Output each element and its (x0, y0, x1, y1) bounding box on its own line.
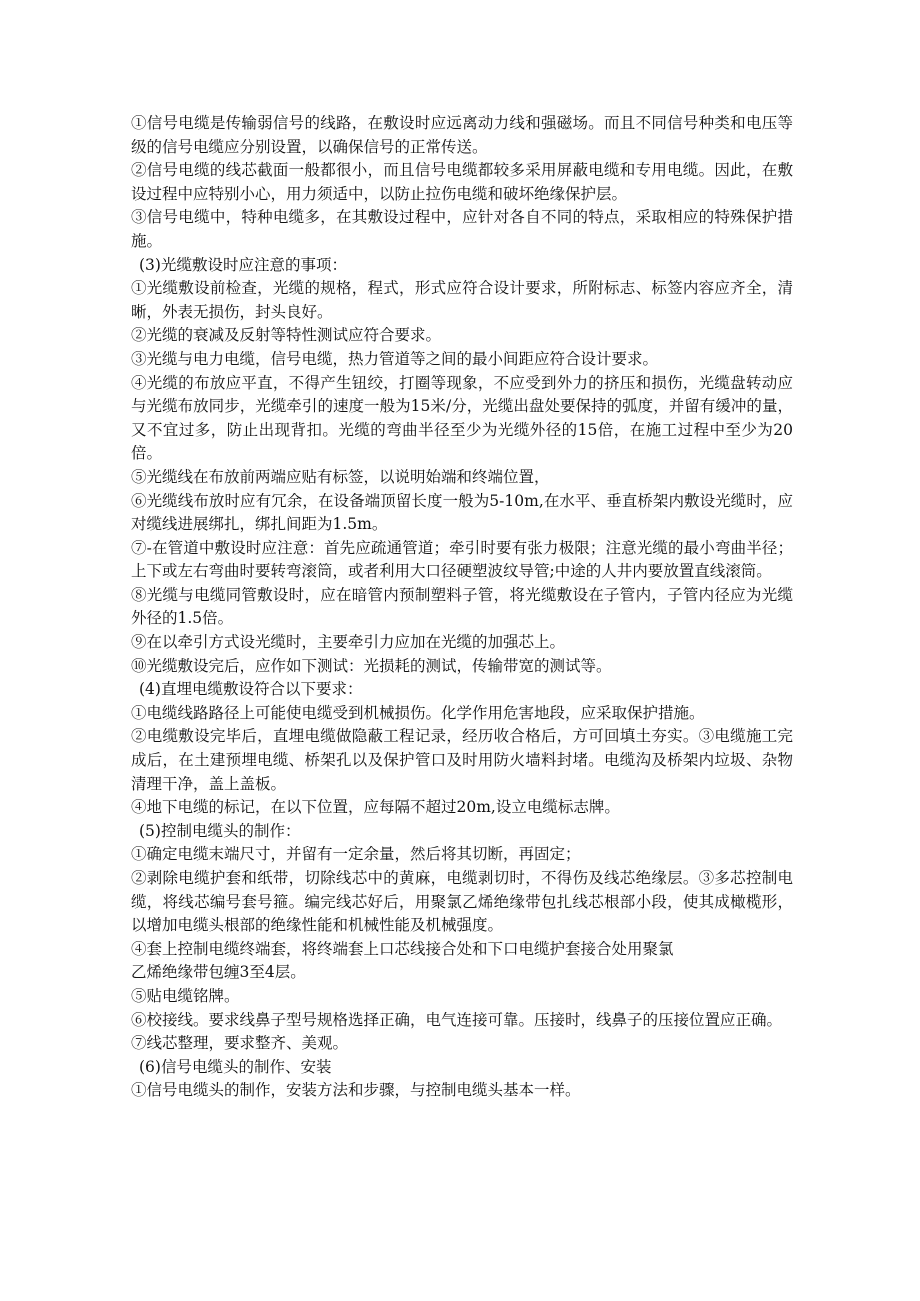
heading-signal-cable-head: (6)信号电缆头的制作、安装 (139, 1057, 332, 1076)
paragraph-control-4b: 乙烯绝缘带包缠3至4层。 (131, 963, 306, 982)
paragraph-optical-10: ⑩光缆敷设完后，应作如下测试：光损耗的测试，传输带宽的测试等。 (131, 656, 612, 675)
paragraph-buried-2: ②电缆敷设完毕后，直埋电缆做隐蔽工程记录，经历收合格后，方可回填土夯实。③电缆施工完成后，在土建预埋电缆、桥架孔以及保护管口及时用防火墙料封堵。电缆沟及桥架内垃圾、杂物清理干净，盖上盖板。 (131, 727, 793, 793)
heading-direct-buried-cable: (4)直埋电缆敷设符合以下要求： (139, 680, 363, 699)
paragraph-control-6: ⑥校接线。要求线鼻子型号规格选择正确，电气连接可靠。压接时，线鼻子的压接位置应正确。 (131, 1010, 783, 1029)
paragraph-optical-8: ⑧光缆与电缆同管敷设时，应在暗管内预制塑料子管，将光缆敷设在子管内，子管内径应为光缆外径的1.5倍。 (131, 585, 793, 628)
document-body (131, 112, 793, 1103)
paragraph-control-5: ⑤贴电缆铭牌。 (131, 986, 240, 1005)
paragraph-control-4a: ④套上控制电缆终端套，将终端套上口芯线接合处和下口电缆护套接合处用聚氯 (131, 939, 674, 958)
paragraph-buried-4: ④地下电缆的标记，在以下位置，应每隔不超过20m,设立电缆标志牌。 (131, 798, 620, 817)
paragraph-signal-cable-1: ①信号电缆是传输弱信号的线路，在敷设时应远离动力线和强磁场。而且不同信号种类和电压等级的信号电缆应分别设置，以确保信号的正常传送。 (131, 114, 793, 156)
paragraph-control-7: ⑦线芯整理，要求整齐、美观。 (131, 1034, 349, 1053)
heading-optical-cable: (3)光缆敷设时应注意的事项： (139, 255, 347, 274)
paragraph-optical-5: ⑤光缆线在布放前两端应贴有标签，以说明始端和终端位置， (131, 467, 550, 486)
paragraph-signal-head-1: ①信号电缆头的制作，安装方法和步骤，与控制电缆头基本一样。 (131, 1081, 581, 1100)
paragraph-optical-6: ⑥光缆线布放时应有冗余，在设备端顶留长度一般为5-10m,在水平、垂直桥架内敷设光缆时，应对缆线进展绑扎，绑扎间距为1.5m。 (131, 491, 793, 534)
paragraph-optical-2: ②光缆的衰减及反射等特性测试应符合要求。 (131, 326, 442, 345)
paragraph-control-1: ①确定电缆末端尺寸，并留有一定余量，然后将其切断，再固定； (131, 845, 581, 864)
paragraph-buried-1: ①电缆线路路径上可能使电缆受到机械损伤。化学作用危害地段，应采取保护措施。 (131, 703, 705, 722)
paragraph-optical-1: ①光缆敷设前检查，光缆的规格，程式，形式应符合设计要求，所附标志、标签内容应齐全，清晰，外表无损伤，封头良好。 (131, 279, 793, 321)
paragraph-optical-3: ③光缆与电力电缆，信号电缆，热力管道等之间的最小间距应符合设计要求。 (131, 349, 659, 368)
paragraph-control-2: ②剥除电缆护套和纸带，切除线芯中的黄麻，电缆剥切时，不得伤及线芯绝缘层。③多芯控制电缆，将线芯编号套号箍。编完线芯好后，用聚氯乙烯绝缘带包扎线芯根部小段，使其成橄榄形，以增加电缆头根部的绝缘性能和机械性能及机械强度。 (131, 869, 793, 935)
paragraph-signal-cable-2: ②信号电缆的线芯截面一般都很小，而且信号电缆都较多采用屏蔽电缆和专用电缆。因此，在敷设过程中应特别小心，用力须适中，以防止拉伤电缆和破坏绝缘保护层。 (131, 161, 793, 203)
paragraph-signal-cable-3: ③信号电缆中，特种电缆多，在其敷设过程中，应针对各自不同的特点，采取相应的特殊保护措施。 (131, 208, 793, 250)
paragraph-optical-4: ④光缆的布放应平直，不得产生钮绞，打圈等现象，不应受到外力的挤压和损伤，光缆盘转动应与光缆布放同步，光缆牵引的速度一般为15米/分，光缆出盘处要保持的弧度，并留有缓冲的量，又不宜过多，防止出现背扣。光缆的弯曲半径至少为光缆外径的15倍，在施工过程中至少为20倍。 (131, 373, 793, 463)
heading-control-cable-head: (5)控制电缆头的制作： (139, 821, 301, 840)
paragraph-optical-9: ⑨在以牵引方式设光缆时，主要牵引力应加在光缆的加强芯上。 (131, 633, 566, 652)
paragraph-optical-7: ⑦-在管道中敷设时应注意：首先应疏通管道；牵引时要有张力极限；注意光缆的最小弯曲半径；上下或左右弯曲时要转弯滚筒，或者利用大口径硬塑波纹导管;中途的人井内要放置直线滚筒。 (131, 538, 793, 581)
